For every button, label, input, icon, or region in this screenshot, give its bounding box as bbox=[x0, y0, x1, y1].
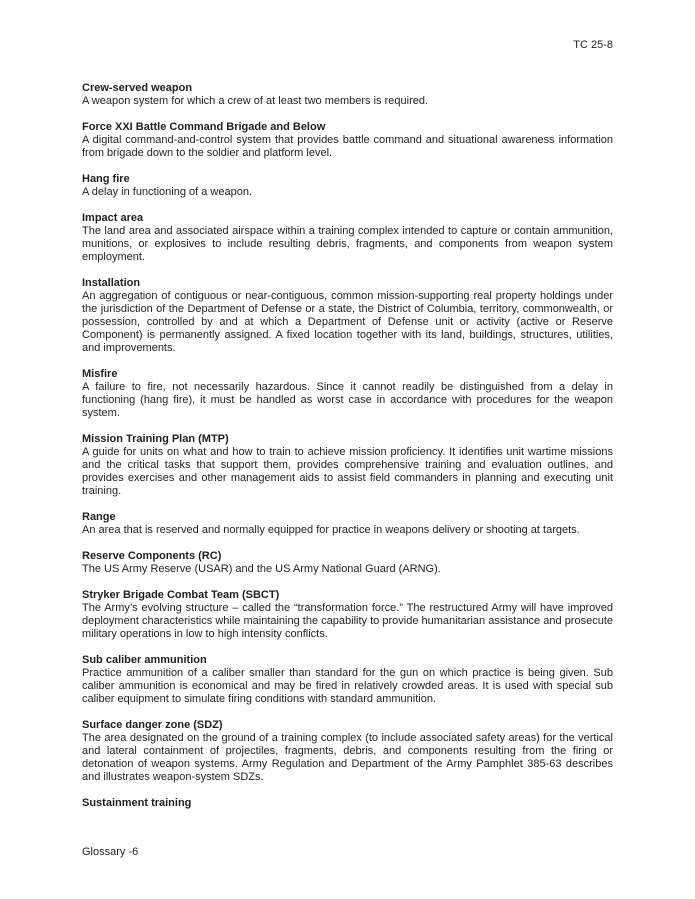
glossary-definition: An area that is reserved and normally equipped for practice in weapons delivery or shooting at targets. bbox=[82, 524, 580, 536]
glossary-entry bbox=[82, 433, 613, 498]
glossary-entry bbox=[82, 212, 613, 264]
glossary-entry bbox=[82, 550, 613, 576]
glossary-term: Reserve Components (RC) bbox=[82, 550, 222, 562]
page-number: Glossary -6 bbox=[82, 846, 139, 858]
glossary-entry bbox=[82, 654, 613, 706]
glossary-list bbox=[82, 82, 613, 823]
glossary-definition: The US Army Reserve (USAR) and the US Army National Guard (ARNG). bbox=[82, 563, 441, 575]
glossary-term: Installation bbox=[82, 277, 141, 289]
glossary-definition: The area designated on the ground of a training complex (to include associated safety areas) for the vertical and lateral containment of projectiles, fragments, debris, and components resulting from the firing or detonation of weapon systems. Army Regulation and Department of the Army Pamphlet 385-63 describes and illustrates weapon-system SDZs. bbox=[82, 732, 613, 783]
glossary-entry bbox=[82, 368, 613, 420]
page-footer bbox=[82, 846, 138, 859]
glossary-definition: The land area and associated airspace within a training complex intended to capture or contain ammunition, munitions, or explosives to include resulting debris, fragments, and components from weapon system employment. bbox=[82, 225, 613, 263]
glossary-definition: A weapon system for which a crew of at least two members is required. bbox=[82, 95, 429, 107]
glossary-entry bbox=[82, 511, 613, 537]
glossary-definition: A delay in functioning of a weapon. bbox=[82, 186, 253, 198]
glossary-term: Force XXI Battle Command Brigade and Below bbox=[82, 121, 326, 133]
glossary-definition: An aggregation of contiguous or near-contiguous, common mission-supporting real property holdings under the jurisdiction of the Department of Defense or a state, the District of Columbia, territory, commonwealth, or possession, controlled by and at which a Department of Defense unit or activity (active or Reserve Component) is permanently assigned. A fixed location together with its land, buildings, structures, utilities, and improvements. bbox=[82, 290, 613, 354]
glossary-definition: A digital command-and-control system that provides battle command and situational awareness information from brigade down to the soldier and platform level. bbox=[82, 134, 613, 159]
glossary-term: Surface danger zone (SDZ) bbox=[82, 719, 223, 731]
glossary-entry bbox=[82, 589, 613, 641]
glossary-entry bbox=[82, 82, 613, 108]
glossary-definition: A guide for units on what and how to train to achieve mission proficiency. It identifies unit wartime missions and the critical tasks that support them, provides comprehensive training and evaluation outlines, and provides exercises and other management aids to assist field commanders in planning and executing unit training. bbox=[82, 446, 613, 497]
glossary-term: Range bbox=[82, 511, 116, 523]
glossary-term: Sustainment training bbox=[82, 797, 192, 809]
glossary-entry bbox=[82, 173, 613, 199]
glossary-entry bbox=[82, 277, 613, 355]
glossary-term: Crew-served weapon bbox=[82, 82, 193, 94]
glossary-term: Impact area bbox=[82, 212, 144, 224]
glossary-entry bbox=[82, 719, 613, 784]
glossary-entry bbox=[82, 121, 613, 160]
glossary-term: Sub caliber ammunition bbox=[82, 654, 207, 666]
page-header bbox=[82, 39, 613, 52]
glossary-definition: A failure to fire, not necessarily hazardous. Since it cannot readily be distinguished from a delay in functioning (hang fire), it must be handled as worst case in accordance with procedures for the weapon system. bbox=[82, 381, 613, 419]
glossary-entry bbox=[82, 797, 613, 810]
glossary-term: Misfire bbox=[82, 368, 118, 380]
glossary-term: Mission Training Plan (MTP) bbox=[82, 433, 229, 445]
doc-reference: TC 25-8 bbox=[573, 39, 613, 51]
glossary-term: Stryker Brigade Combat Team (SBCT) bbox=[82, 589, 280, 601]
glossary-definition: Practice ammunition of a caliber smaller than standard for the gun on which practice is being given. Sub caliber ammunition is economical and may be fired in relatively crowded areas. It is used with special sub caliber equipment to simulate firing conditions with standard ammunition. bbox=[82, 667, 613, 705]
glossary-term: Hang fire bbox=[82, 173, 130, 185]
glossary-definition: The Army’s evolving structure – called the “transformation force.” The restructured Army will have improved deployment characteristics while maintaining the capability to provide humanitarian assistance and prosecute military operations in low to high intensity conflicts. bbox=[82, 602, 613, 640]
